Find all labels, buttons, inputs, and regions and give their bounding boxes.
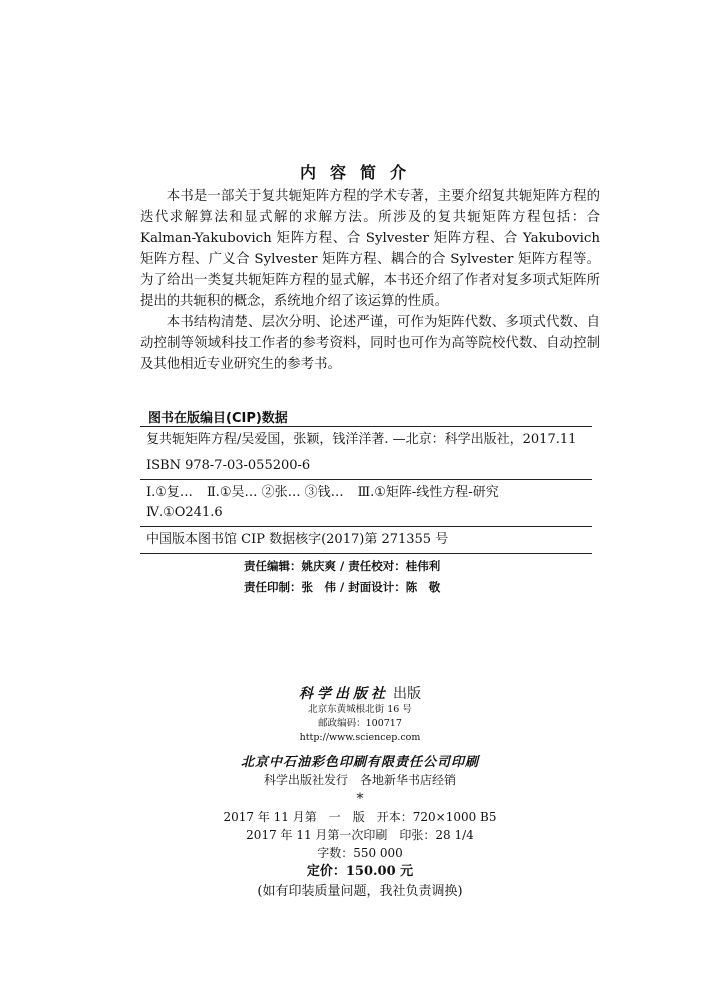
printer: 北京中石油彩色印刷有限责任公司印刷 xyxy=(240,755,479,770)
quality-note: (如有印装质量问题，我社负责调换) xyxy=(257,884,463,899)
summary-paragraph-1: 本书是一部关于复共轭矩阵方程的学术专著，主要介绍复共轭矩阵方程的迭代求解算法和显式解的求解方法。所涉及的复共轭矩阵方程包括：合 Kalman-Yakubovich 矩阵方程、合 Sylvester 矩阵方程、合 Yakubovich 矩阵方程、广义合 Sylvester 矩阵方程、耦合的合 Sylvester 矩阵方程等。为了给出一类复共轭矩阵方程的显式解，本书还介绍了作者对复多项式矩阵所提出的共轭积的概念，系统地介绍了该运算的性质。 xyxy=(140,189,600,309)
publisher-url: http://www.sciencep.com xyxy=(299,732,421,743)
publisher-block xyxy=(160,683,560,902)
cip-header: 图书在版编目(CIP)数据 xyxy=(148,411,288,426)
staff-credits-line-2: 责任印制：张 伟 / 封面设计：陈 敬 xyxy=(244,580,441,594)
staff-credits-line-1: 责任编辑：姚庆爽 / 责任校对：桂伟利 xyxy=(244,559,441,573)
distribution: 科学出版社发行 各地新华书店经销 xyxy=(263,773,456,787)
publisher-address: 北京东黄城根北街 16 号 xyxy=(308,704,412,715)
cip-number: 中国版本图书馆 CIP 数据核字(2017)第 271355 号 xyxy=(140,526,592,553)
cip-subjects xyxy=(140,479,592,526)
publisher-postcode: 邮政编码：100717 xyxy=(318,718,402,729)
publisher-line xyxy=(160,683,560,703)
cip-record: 复共轭矩阵方程/吴爱国，张颖，钱洋洋著. —北京：科学出版社，2017.11 xyxy=(146,432,577,447)
cip-subject: ③钱… xyxy=(304,485,344,500)
printing-info: 2017 年 11 月第一次印刷 印张：28 1/4 xyxy=(246,828,474,842)
word-count: 字数：550 000 xyxy=(317,846,403,860)
staff-credits xyxy=(244,556,584,598)
summary-title: 内容简介 xyxy=(299,163,420,182)
cip-subject: Ⅱ.①吴… xyxy=(206,485,258,500)
cip-subject: Ⅳ.①O241.6 xyxy=(146,505,223,520)
cip-data-box xyxy=(140,426,592,554)
summary-paragraph-2: 本书结构清楚、层次分明、论述严谨，可作为矩阵代数、多项式代数、自动控制等领域科技工作者的参考资料，同时也可作为高等院校代数、自动控制及其他相近专业研究生的参考书。 xyxy=(140,315,600,372)
cip-subject: Ⅲ.①矩阵-线性方程-研究 xyxy=(357,485,499,500)
cip-isbn: ISBN 978-7-03-055200-6 xyxy=(146,458,311,473)
price: 定价：150.00 元 xyxy=(306,864,414,879)
summary-body xyxy=(140,186,600,375)
publisher-suffix: 出版 xyxy=(393,686,421,702)
publisher-name: 科学出版社 xyxy=(299,686,389,702)
edition-info: 2017 年 11 月第 一 版 开本：720×1000 B5 xyxy=(223,810,497,824)
star-divider: * xyxy=(356,791,364,807)
cip-subjects-line-1 xyxy=(146,483,592,503)
cip-subjects-line-2 xyxy=(146,503,592,523)
cip-subject: Ⅰ.①复… xyxy=(146,485,193,500)
cip-subject: ②张… xyxy=(261,485,301,500)
